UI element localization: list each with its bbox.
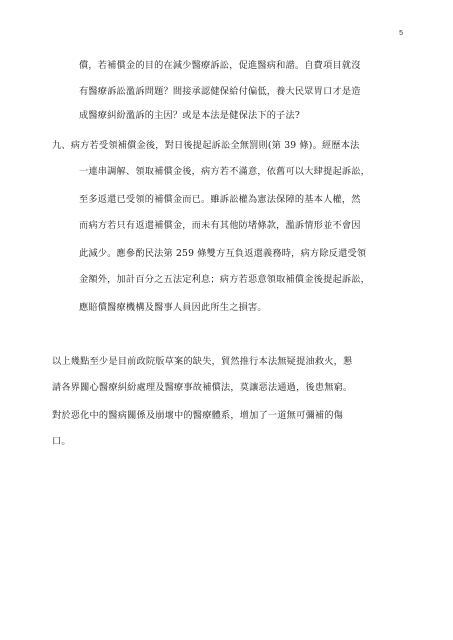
text-line: 口。 (52, 436, 71, 447)
list-item-nine: 九、病方若受領補償金後，對日後提起訴訟全無罰則(第 39 條)。經歷本法 (52, 140, 360, 151)
text-line: 而病方若只有返還補償金，而未有其他防堵條款，濫訴情形並不會因 (79, 220, 361, 231)
text-line: 至多返還已受領的補償金而已。雖訴訟權為憲法保障的基本人權，然 (79, 194, 361, 205)
text-line: 有醫療訴訟濫訴問題？間接承認健保給付偏低，養大民眾胃口才是造 (79, 86, 361, 97)
text-line: 償，若補償金的目的在減少醫療訴訟，促進醫病和諧。自費項目就沒 (79, 60, 361, 71)
text-line: 此減少。應參酌民法第 259 條雙方互負返還義務時，病方除反還受領 (79, 248, 367, 259)
text-line: 對於惡化中的醫病關係及崩壞中的醫療體系，增加了一道無可彌補的傷 (52, 410, 344, 421)
text-line: 成醫療糾紛濫訴的主因？或是本法是健保法下的子法? (79, 110, 301, 121)
text-line: 請各界關心醫療糾紛處理及醫療事故補償法，莫讓惡法通過，後患無窮。 (52, 382, 353, 393)
text-line: 應賠償醫療機構及醫事人員因此所生之損害。 (79, 302, 267, 313)
conclusion-paragraph: 以上幾點至少是目前政院版草案的缺失，貿然推行本法無疑提油救火，懇 (52, 356, 353, 367)
page-number: 5 (399, 30, 403, 37)
text-line: 金額外，加計百分之五法定利息；病方若惡意領取補償金後提起訴訟， (79, 274, 371, 285)
text-line: 一連串調解、領取補償金後，病方若不滿意，依舊可以大肆提起訴訟， (79, 166, 371, 177)
